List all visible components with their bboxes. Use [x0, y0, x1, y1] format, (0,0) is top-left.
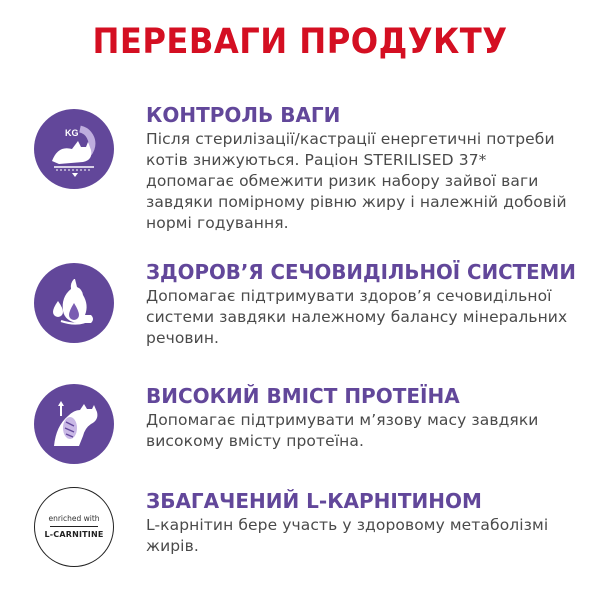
badge-divider	[50, 526, 98, 527]
urinary-system-icon	[34, 263, 114, 343]
benefit-description: L-карнітин бере участь у здоровому метаболізмі жирів.	[146, 516, 549, 555]
benefit-title: ЗБАГАЧЕНИЙ L-КАРНІТИНОМ	[146, 489, 482, 513]
kg-label: KG	[65, 128, 79, 138]
muscle-protein-icon	[34, 384, 114, 464]
badge-enriched-label: enriched with	[48, 514, 100, 523]
benefit-title: ВИСОКИЙ ВМІСТ ПРОТЕЇНА	[146, 384, 460, 408]
benefit-description: Після стерилізації/кастрації енергетичні потреби котів знижуються. Раціон STERILISED 37* допомагає обмежити ризик набору зайвої ваги завдяки помірному рівню жиру і належній добовій нормі годування.	[146, 130, 567, 232]
badge-carnitine-label: L-CARNITINE	[44, 530, 104, 539]
benefit-description: Допомагає підтримувати здоров’я сечовидільної системи завдяки належному балансу мінеральних речовин.	[146, 287, 568, 347]
l-carnitine-badge-icon	[34, 487, 114, 567]
weight-control-icon	[34, 109, 114, 189]
benefit-title: КОНТРОЛЬ ВАГИ	[146, 103, 341, 127]
page-title: ПЕРЕВАГИ ПРОДУКТУ	[92, 22, 508, 62]
benefit-title: ЗДОРОВ’Я СЕЧОВИДІЛЬНОЇ СИСТЕМИ	[146, 260, 576, 284]
benefit-description: Допомагає підтримувати м’язову масу завдяки високому вмісту протеїна.	[146, 411, 539, 450]
